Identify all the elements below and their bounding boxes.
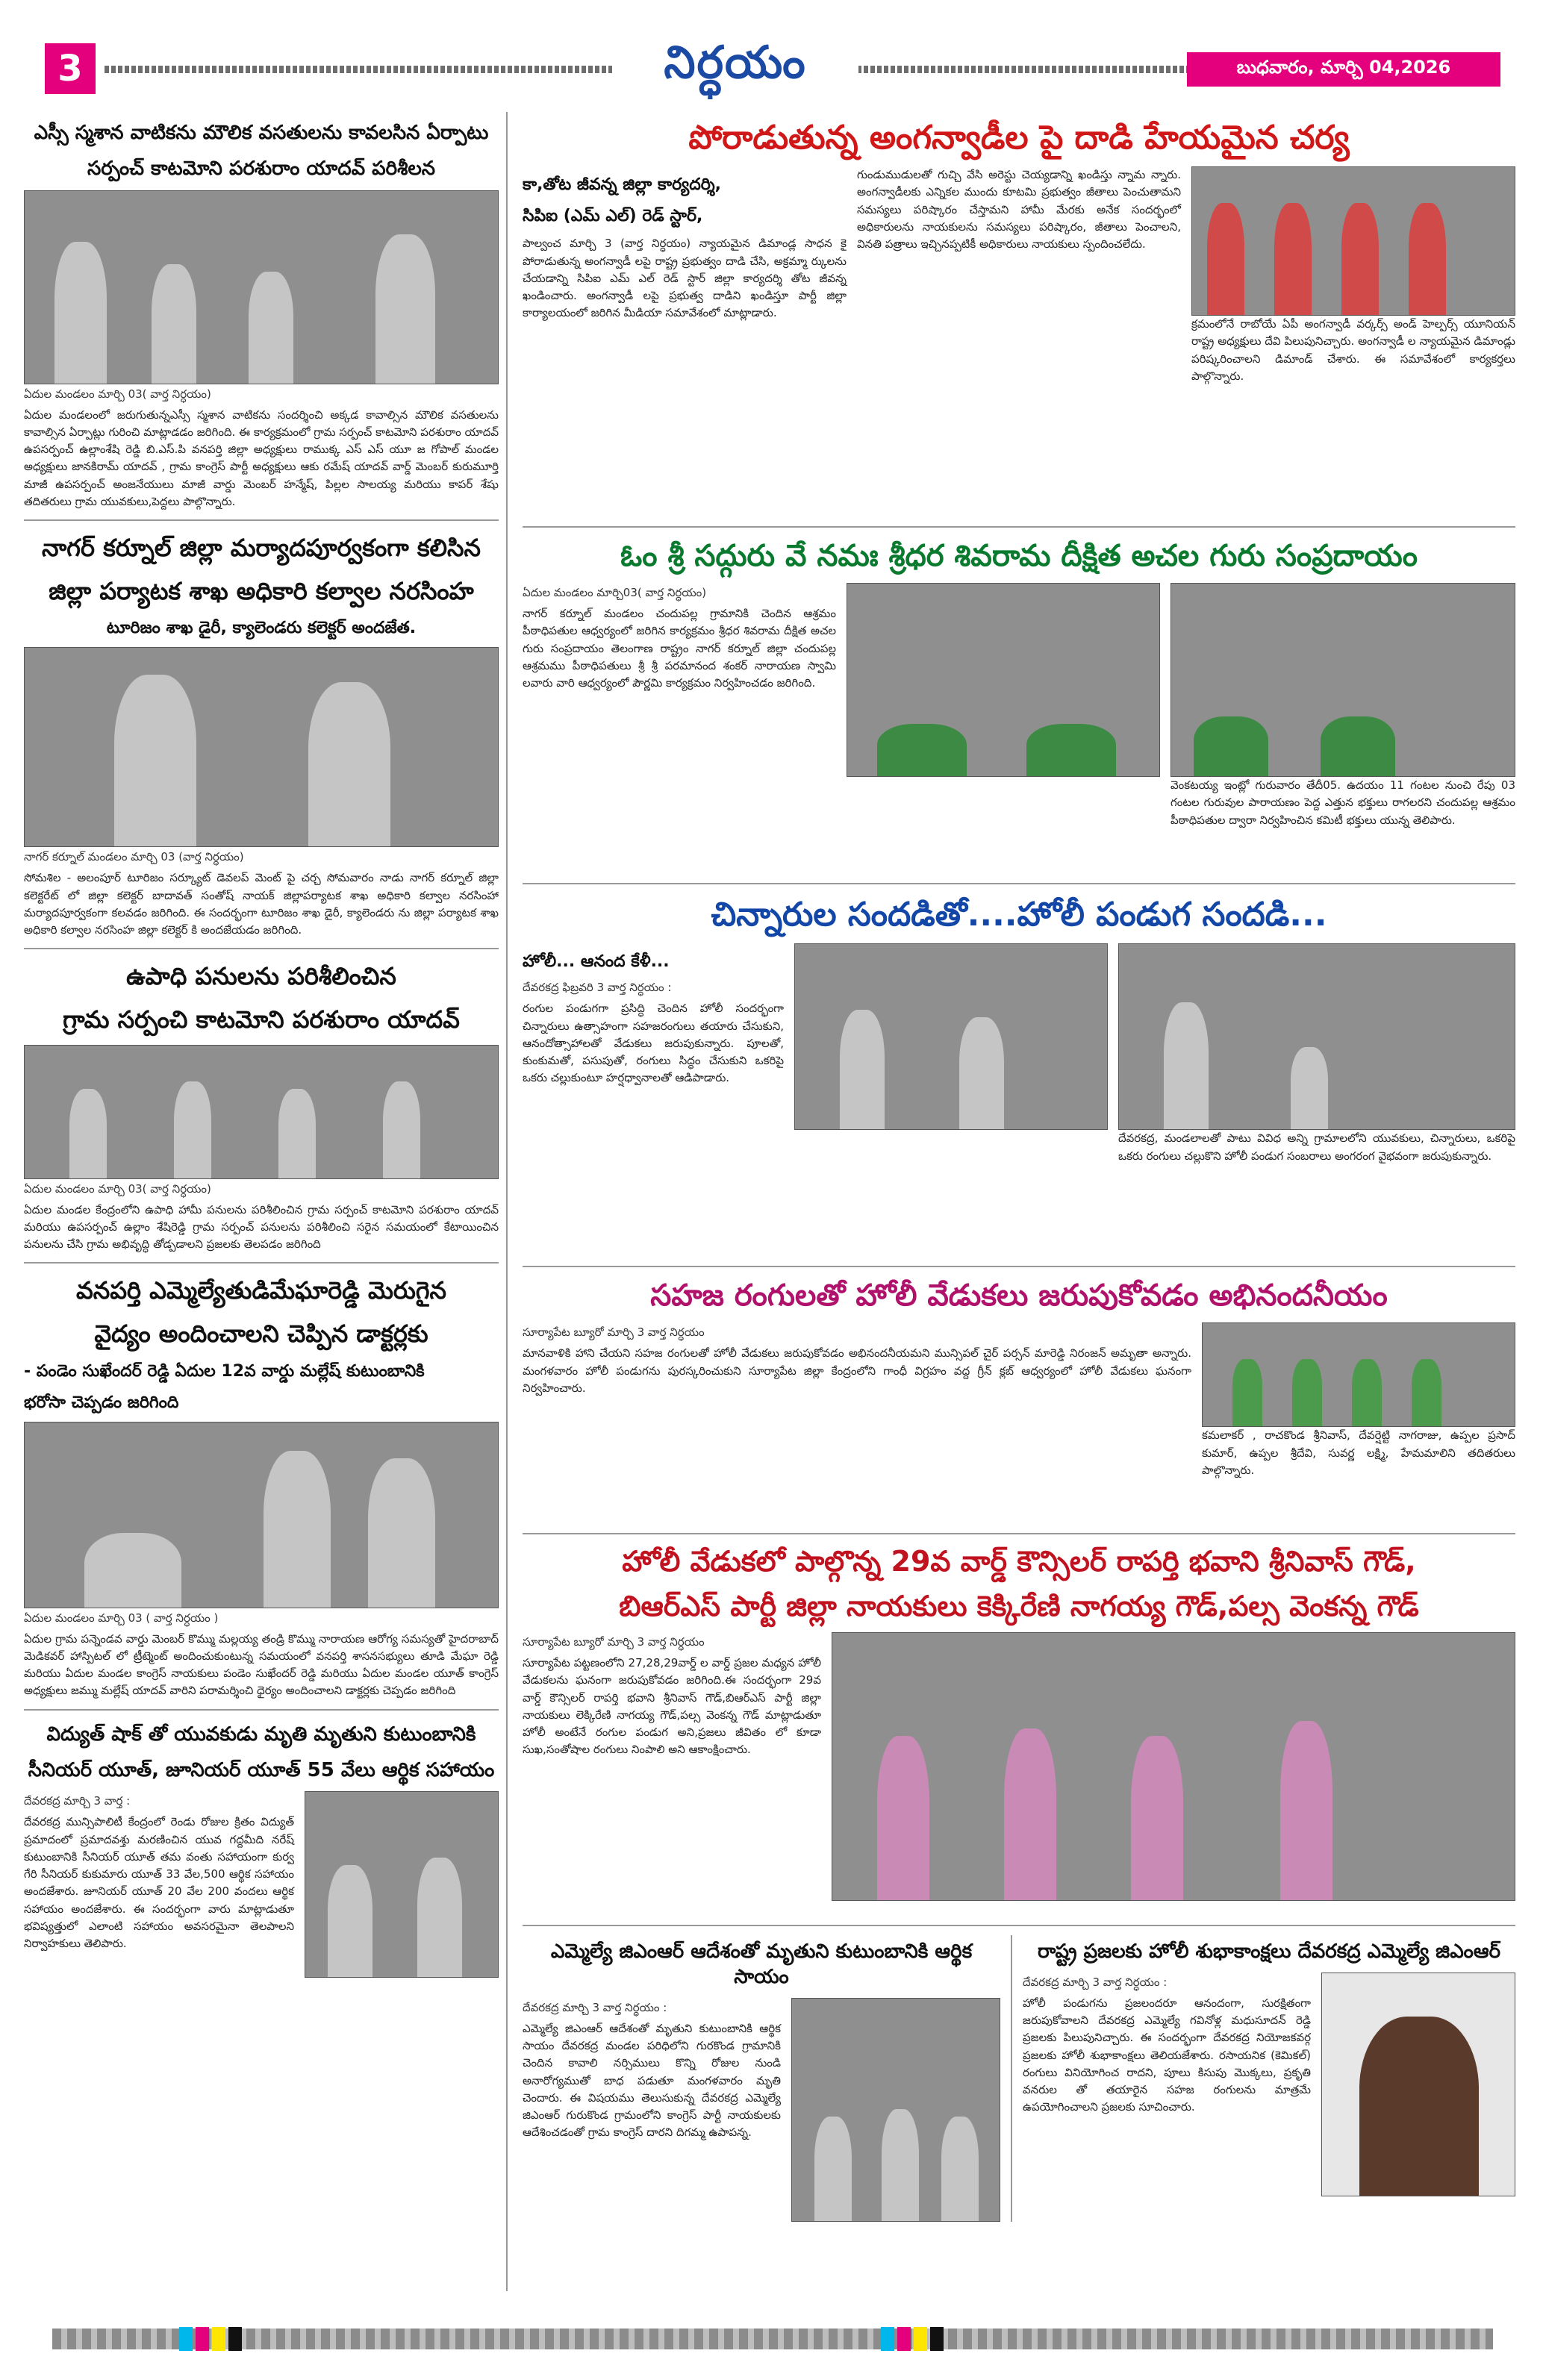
newspaper-logo: నిర్ధయం	[612, 36, 858, 100]
divider	[24, 1709, 499, 1711]
story-byline: కా,తోట జీవన్న జిల్లా కార్యదర్శి,	[523, 175, 722, 195]
article-headline: వైద్యం అందించాలని చెప్పిన డాక్టర్లకు	[94, 1319, 428, 1348]
registration-mark	[196, 2327, 209, 2351]
story-body: నాగర్ కర్నూల్ మండలం చందుపల్ల గ్రామానికి చెందిన ఆశ్రమం పీఠాధిపతుల ఆధ్వర్యంలో జరిగిన కార్యక్రమం శ్రీధర శివరామ దీక్షిత అచల గురు సంప్రదాయం తెలంగాణ రాష్ట్రం నాగర్ కర్నూల్ జిల్లా చందుపల్ల ఆశ్రమము పీఠాధిపతులు శ్రీ శ్రీ పరమానంద శంకర్ నారాయణ స్వామి లవారు వారి ఆధ్వర్యంలో పౌర్ణమి కార్యక్రమం నిర్వహించడం జరిగింది.	[523, 607, 836, 690]
story-body: మానవాళికి హాని చేయని సహజ రంగులతో హోలీ వేడుకలు జరుపుకోవడం అభినందనీయమని మున్సిపల్ చైర్ పర్సన్ మారెడ్డి నిరంజన్ అమృతా అన్నారు. మంగళవారం హోలీ పండుగను పురస్కరించుకుని సూర్యాపేట జిల్లా కేంద్రంలోని గాంధీ విగ్రహం వద్ద గ్రీన్ క్లబ్ ఆధ్వర్యంలో హోలీ వేడుకలు ఘనంగా నిర్వహించారు.	[523, 1346, 1191, 1395]
registration-mark	[881, 2327, 894, 2351]
news-photo	[1191, 166, 1515, 316]
story-headline: హోలీ వేడుకలో పాల్గొన్న 29వ వార్డ్ కౌన్సిలర్ రాపర్తి భవాని శ్రీనివాస్ గౌడ్,	[622, 1545, 1416, 1578]
story-headline: రాష్ట్ర ప్రజలకు హోలీ శుభాకాంక్షలు దేవరకద్ర ఎమ్మెల్యే జిఎంఆర్	[1037, 1940, 1501, 1964]
photo-dateline: ఏదుల మండలం మార్చి 03( వార్త నిర్ధయం)	[24, 387, 211, 401]
article-headline: గ్రామ సర్పంచి కాటమోని పరశురాం యాదవ్	[63, 1005, 460, 1034]
divider	[24, 1262, 499, 1264]
story-body: హోలీ పండుగను ప్రజలందరూ ఆనందంగా, సురక్షితంగా జరుపుకోవాలని దేవరకద్ర ఎమ్మెల్యే గవినోళ్ల మధుసూదన్ రెడ్డి ప్రజలకు పిలుపునిచ్చారు. ఈ సందర్భంగా దేవరకద్ర నియోజకవర్గ ప్రజలకు హోలీ శుభాకాంక్షలు తెలియజేశారు. రసాయనిక (కెమికల్) రంగులు వినియోగించ రాదని, పూలు కిసుపు మొక్కలు, ప్రకృతి వనరుల తో తయారైన సహజ రంగులను మాత్రమే ఉపయోగించాలని ప్రజలకు సూచించారు.	[1023, 1996, 1311, 2114]
issue-date: బుధవారం, మార్చి 04,2026	[1187, 52, 1500, 87]
story-headline: సహజ రంగులతో హోలీ వేడుకలు జరుపుకోవడం అభినందనీయం	[650, 1278, 1388, 1314]
article-subheadline: టూరిజం శాఖ డైరీ, క్యాలెండరు కలెక్టర్ అందజేత.	[106, 619, 417, 638]
story-dateline: దేవరకద్ర ఫిబ్రవరి 3 వార్త నిర్ధయం :	[523, 981, 672, 995]
story-headline: పోరాడుతున్న అంగన్వాడీల పై దాడి హేయమైన చర్య	[688, 119, 1350, 157]
photo-dateline: నాగర్ కర్నూల్ మండలం మార్చి 03 (వార్త నిర్ధయం)	[24, 850, 244, 864]
article-body: ఏదుల మండలంలో జరుగుతున్నఎస్సీ స్మశాన వాటికను సందర్శించి అక్కడ కావాల్సిన మౌలిక వసతులను కావాల్సిన ఏర్పాట్లు గురించి మాట్లాడడం జరిగింది. ఈ కార్యక్రమంలో గ్రామ సర్పంచ్ కాటమోని పరశురాం యాదవ్ ఉపసర్పంచ్ ఉల్లాంశేషి రెడ్డి బి.ఎస్.పి వనపర్తి జిల్లా అధ్యక్షులు రాముక్క ఎస్ ఎస్ యూ జ గోపాల్ మండల అధ్యక్షులు జానకిరామ్ యాదవ్ , గ్రామ కాంగ్రెస్ పార్టీ అధ్యక్షులు ఆకు రమేష్ యాదవ్ వార్డ్ మెంబర్ కురుమూర్తి మాజీ ఉపసర్పంచ్ అంజనేయులు మాజీ వార్డు మెంబర్ హన్మేష్, పిల్లల సాలయ్య మరియు కాపర్ శేషు తదితరులు గ్రామ యువకులు,పెద్దలు పాల్గొన్నారు.	[24, 407, 499, 508]
article-headline: వనపర్తి ఎమ్మెల్యేతుడిమేఘారెడ్డి మెరుగైన	[75, 1276, 446, 1305]
article-headline: సర్పంచ్ కాటమోని పరశురాం యాదవ్ పరిశీలన	[87, 157, 436, 181]
news-photo	[24, 647, 499, 847]
divider	[523, 1925, 1515, 1926]
story-body: ఎమ్మెల్యే జిఎంఆర్ ఆదేశంతో మృతుని కుటుంబానికి ఆర్థిక సాయం దేవరకద్ర మండల పరిధిలోని గురకొండ గ్రామానికి చెందిన కావాలి నర్సిములు కొన్ని రోజుల నుండి అనారోగ్యముతో బాధ పడుతూ మంగళవారం మృతి చెందారు. ఈ విషయము తెలుసుకున్న దేవరకద్ర ఎమ్మెల్యే జిఎంఆర్ గురుకొండ గ్రామంలోని కాంగ్రెస్ పార్టీ నాయకులకు ఆదేశించడంతో గ్రామ కాంగ్రెస్ దారని దిగమ్మ ఉపాపన్న.	[523, 2021, 781, 2140]
registration-mark	[228, 2327, 242, 2351]
story-body: రంగుల పండుగగా ప్రసిద్ధి చెందిన హోలీ సందర్భంగా చిన్నారులు ఉత్సాహంగా సహజరంగులు తయారు చేసుకుని, ఆనందోత్సాహాలతో వేడుకలు జరుపుకున్నారు. పూలతో, కుంకుమతో, పసుపుతో, రంగులు సిద్ధం చేసుకుని ఒకరిపై ఒకరు చల్లుకుంటూ హర్షధ్వానాలతో ఆడిపాడారు.	[523, 1002, 784, 1085]
article-dateline: దేవరకద్ర మార్చి 3 వార్త :	[24, 1794, 131, 1808]
divider	[523, 526, 1515, 528]
article-headline: సీనియర్ యూత్, జూనియర్ యూత్ 55 వేలు ఆర్థిక సహాయం	[28, 1758, 495, 1781]
registration-mark	[212, 2327, 225, 2351]
article-body: ఏదుల మండల కేంద్రంలోని ఉపాధి హామీ పనులను పరిశీలించిన గ్రామ సర్పంచ్ కాటమోని పరశురాం యాదవ్ మరియు ఉపసర్పంచ్ ఉల్లాం శేషిరెడ్డి గ్రామ సర్పంచ్ పనులను పరిశీలించి సరైన సమయంలో కేటాయించిన పనులను చేసి గ్రామ అభివృద్ధి తోడ్పడాలని ప్రజలకు తెలపడం జరిగింది	[24, 1202, 499, 1252]
registration-mark	[914, 2327, 927, 2351]
story-body: గుండుముడులతో గుచ్చి వేసి అరెస్టు చెయ్యడాన్ని ఖండిస్తు న్నామ న్నారు. అంగన్వాడీలకు ఎన్నికల ముందు కూటమి ప్రభుత్వం జీతాలు పెంచుతామని సమస్యలు పరిష్కారం చేస్తామని హామీ మేరకు అనేక సందర్భంలో అధికారులను నాయకులను సమస్యలు పరిష్కారం, జీతాలు పెంచాలని, వినతి పత్రాలు ఇచ్చినప్పటికీ అధికారులు నాయకులు స్పందించలేదు.	[857, 168, 1181, 252]
article-headline: నాగర్ కర్నూల్ జిల్లా మర్యాదపూర్వకంగా కలిసిన	[42, 534, 481, 563]
article-headline: ఎస్సీ స్మశాన వాటికను మౌలిక వసతులను కావలసిన ఏర్పాటు	[34, 122, 489, 144]
article-body: దేవరకద్ర మున్సిపాలిటీ కేంద్రంలో రెండు రోజుల క్రితం విద్యుత్ ప్రమాదంలో ప్రమాదవశ్తు మరణించిన యువ గద్దమీది నరేష్ కుటుంబానికి సీనియర్ యూత్ తమ వంతు సహాయంగా కుర్వ గేరి సీనియర్ కుకుమారు యూత్ 33 వేల,500 ఆర్థిక సహాయం అందజేశారు. జూనియర్ యూత్ 20 వేల 200 వందలు ఆర్థిక సహాయం అందజేశారు. ఈ సందర్భంగా వారు మాట్లాడుతూ భవిష్యత్తులో ఎలాంటి సహాయం అవసరమైనా తెలపాలని నిర్వాహకులు తెలిపారు.	[24, 1815, 294, 1951]
story-dateline: ఏదుల మండలం మార్చి03( వార్త నిర్ధయం)	[523, 586, 707, 600]
registration-mark	[930, 2327, 944, 2351]
story-headline: బిఆర్ఎస్ పార్టీ జిల్లా నాయకులు కెక్కిరేణి నాగయ్య గౌడ్,పల్స వెంకన్న గౌడ్	[619, 1589, 1419, 1622]
story-dateline: దేవరకద్ర మార్చి 3 వార్త నిర్ధయం :	[1023, 1975, 1168, 1989]
story-headline: చిన్నారుల సందడితో....హోలీ పండుగ సందడి...	[711, 896, 1327, 934]
story-body: సూర్యాపేట పట్టణంలోని 27,28,29వార్డ్ ల వార్డ్ ప్రజల మధ్యన హోలీ వేడుకలను ఘనంగా జరుపుకోవడం జరిగింది.ఈ సందర్భంగా 29వ వార్డ్ కౌన్సిలర్ రాపర్తి భవాని శ్రీనివాస్ గౌడ్,బిఆర్ఎస్ పార్టీ జిల్లా నాయకులు లెక్కిరేణి నాగయ్య గౌడ్,పల్స వెంకన్న గౌడ్ మాట్లాడుతూ హోలీ అంటేనే రంగుల పండుగ అని,ప్రజలు జీవితం లో కూడా సుఖ,సంతోషాల రంగులు నింపాలి అని ఆకాంక్షించారు.	[523, 1656, 821, 1757]
article-headline: జిల్లా పర్యాటక శాఖ అధికారి కల్వాల నరసింహ	[49, 576, 474, 605]
story-byline: సిపిఐ (ఎమ్ ఎల్) రెడ్ స్టార్,	[523, 207, 703, 226]
article-subheadline: భరోసా చెప్పడం జరిగింది	[24, 1393, 179, 1412]
article-body: సోమశిల - అలంపూర్ టూరిజం సర్క్యూట్ డెవలప్ మెంట్ పై చర్చ సోమవారం నాడు నాగర్ కర్నూల్ జిల్లా కలెక్టరేట్ లో జిల్లా కలెక్టర్ బాదావత్ సంతోష్ నాయక్ జిల్లాపర్యాటక శాఖ అధికారి కల్వాల నరసింహా మర్యాదపూర్వకంగా కలవడం జరిగింది. ఈ సందర్భంగా టూరిజం శాఖ డైరీ, క్యాలెండరు ను జిల్లా పర్యాటక శాఖ అధికారి కల్వాల నరసింహ జిల్లా కలెక్టర్ కి అందజేయడం జరిగింది.	[24, 871, 499, 937]
photo-dateline: ఏదుల మండలం మార్చి 03( వార్త నిర్ధయం)	[24, 1181, 211, 1196]
mla-portrait	[1321, 1973, 1515, 2196]
story-subheadline: హోలీ... ఆనంద కేళీ...	[523, 952, 670, 972]
news-photo	[24, 1422, 499, 1608]
news-photo	[24, 190, 499, 384]
news-photo	[1118, 943, 1515, 1130]
divider	[523, 1533, 1515, 1534]
news-photo	[794, 943, 1108, 1130]
story-dateline: సూర్యాపేట బ్యూరో మార్చి 3 వార్త నిర్ధయం	[523, 1635, 705, 1649]
story-body: పాల్వంచ మార్చి 3 (వార్త నిర్ధయం) న్యాయమైన డిమాండ్ల సాధన కై పోరాడుతున్న అంగన్వాడీ లపై రాష్ట్ర ప్రభుత్వం దాడి చేసి, అక్రమ్మా ర్కులను చేయడాన్ని సిపిఐ ఎమ్ ఎల్ రెడ్ స్టార్ జిల్లా కార్యదర్శి తోట జీవన్న ఖండించారు. అంగన్వాడీ లపై ప్రభుత్వ దాడిని ఖండిస్తూ పార్టీ జిల్లా కార్యాలయంలో జరిగిన మీడియా సమావేశంలో మాట్లాడారు.	[523, 237, 847, 320]
story-dateline: సూర్యాపేట బ్యూరో మార్చి 3 వార్త నిర్ధయం	[523, 1325, 705, 1340]
masthead	[45, 37, 1500, 96]
photo-caption: కమలాకర్ , రాచకొండ శ్రీనివాస్, దేవర్షెట్టి నాగరాజు, ఉప్పల ప్రసాద్ కుమార్, ఉప్పల శ్రీదేవి, సువర్ణ లక్ష్మి, హేమమాలిని తదితరులు పాల్గొన్నారు.	[1202, 1428, 1515, 1477]
photo-caption: క్రమంలోనే రాబోయే ఏపీ అంగన్వాడీ వర్కర్స్ అండ్ హెల్పర్స్ యూనియన్ రాష్ట్ర అధ్యక్షులు దేవి పిలుపునిచ్చారు. అంగన్వాడీ ల న్యాయమైన డిమాండ్లు పరిష్కరించాలని డిమాండ్ చేశారు. ఈ సమావేశంలో కార్యకర్తలు పాల్గొన్నారు.	[1191, 317, 1515, 383]
news-photo	[24, 1045, 499, 1179]
news-photo	[791, 1998, 1000, 2222]
photo-dateline: ఏదుల మండలం మార్చి 03 ( వార్త నిర్ధయం )	[24, 1611, 219, 1625]
story-dateline: దేవరకద్ర మార్చి 3 వార్త నిర్ధయం :	[523, 2000, 667, 2014]
registration-bar	[52, 2329, 1493, 2349]
story-headline: ఎమ్మెల్యే జిఎంఆర్ ఆదేశంతో మృతుని కుటుంబానికి ఆర్థిక సాయం	[550, 1940, 973, 1988]
divider	[24, 519, 499, 521]
photo-caption: వెంకటయ్య ఇంట్లో గురువారం తేదీ05. ఉదయం 11 గంటల నుంచి రేపు 03 గంటల గురువుల పారాయణం పెద్ద ఎత్తున భక్తులు రాగలరని చందుపల్ల ఆశ్రమం పీఠాధిపతుల ద్వారా నిర్వహించిన కమిటీ భక్తులు యున్న తెలిపారు.	[1171, 778, 1515, 827]
registration-mark	[179, 2327, 193, 2351]
registration-mark	[897, 2327, 911, 2351]
divider	[523, 883, 1515, 884]
divider	[24, 948, 499, 949]
article-body: ఏదుల గ్రామ పన్నెండవ వార్డు మెంబర్ కొమ్ము మల్లయ్య తండ్రి కొమ్ము నారాయణ ఆరోగ్య సమస్యతో హైదరాబాద్ మెడికవర్ హాస్పిటల్ లో ట్రీట్మెంట్ అందించుకుంటున్న సమయంలో వనపర్తి శాసనసభ్యులు తూడి మేఘా రెడ్డి మరియు ఏదుల మండల కాంగ్రెస్ నాయకులు పండెం సుఖేందర్ రెడ్డి మరియు ఏదుల మండల యూత్ కాంగ్రెస్ అధ్యక్షులు జమ్ము మల్లేష్ యాదవ్ వారిని పరామర్శించి ధైర్యం అందించాలని డాక్టర్లకు చెప్పడం జరిగింది	[24, 1631, 499, 1698]
news-photo	[832, 1632, 1515, 1901]
left-column	[24, 112, 508, 2291]
news-photo	[847, 583, 1160, 777]
article-headline: ఉపాధి పనులను పరిశీలించిన	[126, 962, 396, 991]
article-headline: విద్యుత్ షాక్ తో యువకుడు మృతి మృతుని కుటుంబానికి	[46, 1722, 476, 1746]
news-photo	[1171, 583, 1515, 777]
main-column	[523, 112, 1515, 2291]
news-photo	[305, 1791, 499, 1978]
photo-caption: దేవరకద్ర, మండలాలతో పాటు వివిధ అన్ని గ్రామాలలోని యువకులు, చిన్నారులు, ఒకరిపై ఒకరు రంగులు చల్లుకొని హోలీ పండుగ సంబరాలు అంగరంగ వైభవంగా జరుపుకున్నారు.	[1118, 1131, 1515, 1163]
article-subheadline: - పండెం సుఖేందర్ రెడ్డి ఏదుల 12వ వార్డు మల్లేష్ కుటుంబానికి	[24, 1361, 425, 1381]
divider	[523, 1266, 1515, 1267]
news-photo	[1202, 1322, 1515, 1427]
page-number: 3	[45, 43, 96, 94]
story-headline: ఓం శ్రీ సద్గురు వే నమః శ్రీధర శివరామ దీక్షిత అచల గురు సంప్రదాయం	[620, 539, 1418, 574]
